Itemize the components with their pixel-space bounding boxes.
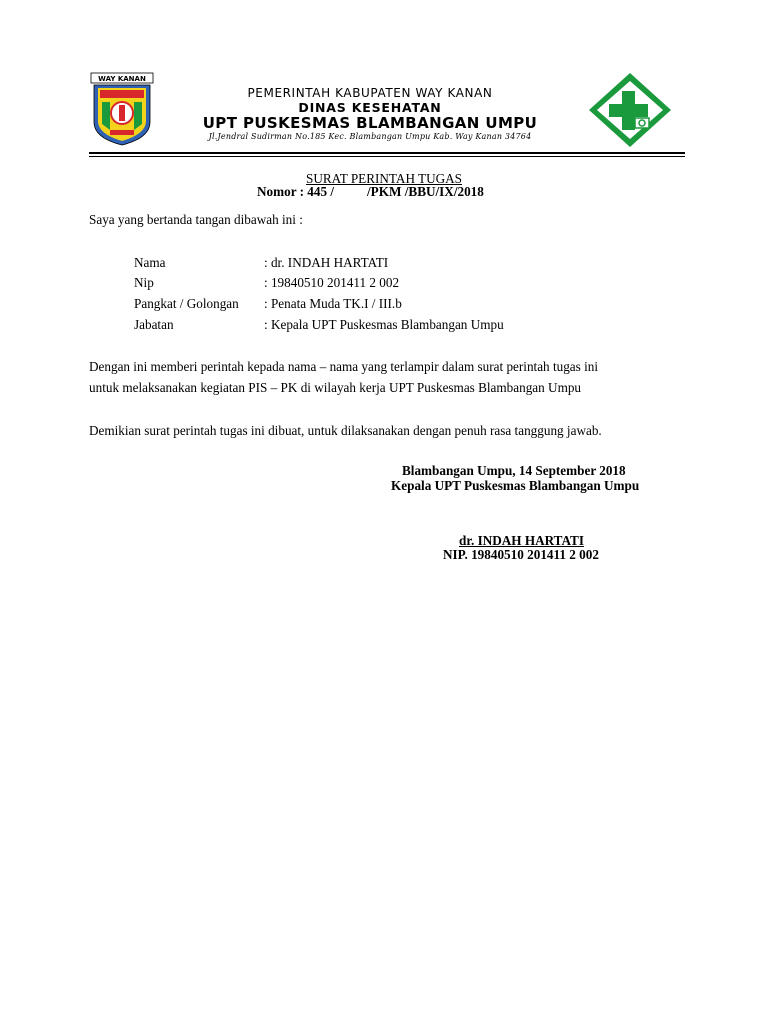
closing-paragraph: Demikian surat perintah tugas ini dibuat, untuk dilaksanakan dengan penuh rasa tanggung jawab. <box>89 423 602 438</box>
signature-name-text: dr. INDAH HARTATI <box>459 533 584 548</box>
field-label-jabatan: Jabatan <box>134 317 174 332</box>
field-value-nip: : 19840510 201411 2 002 <box>264 275 400 290</box>
field-value-nama: : dr. INDAH HARTATI <box>264 255 389 270</box>
field-value-jabatan: : Kepala UPT Puskesmas Blambangan Umpu <box>264 317 504 332</box>
intro-text: Saya yang bertanda tangan dibawah ini : <box>89 212 303 227</box>
body-paragraph-line-2: untuk melaksanakan kegiatan PIS – PK di wilayah kerja UPT Puskesmas Blambangan Umpu <box>89 380 582 395</box>
crest-label: WAY KANAN <box>98 75 146 83</box>
signature-position: Kepala UPT Puskesmas Blambangan Umpu <box>391 478 640 493</box>
body-paragraph-line-1: Dengan ini memberi perintah kepada nama – nama yang terlampir dalam surat perintah tugas ini <box>89 359 599 374</box>
field-label-pangkat: Pangkat / Golongan <box>134 296 239 311</box>
field-value-pangkat: : Penata Muda TK.I / III.b <box>264 296 402 311</box>
letterhead-divider-thin <box>89 156 685 157</box>
letterhead-government: PEMERINTAH KABUPATEN WAY KANAN <box>247 86 493 100</box>
field-label-nama: Nama <box>134 255 166 270</box>
signature-nip: NIP. 19840510 201411 2 002 <box>443 547 599 562</box>
field-label-nip: Nip <box>134 275 154 290</box>
letterhead-divider-thick <box>89 152 685 154</box>
letterhead-institution: UPT PUSKESMAS BLAMBANGAN UMPU <box>202 114 538 132</box>
way-kanan-crest-logo <box>90 72 154 146</box>
letterhead-department: DINAS KESEHATAN <box>298 100 442 115</box>
document-number: Nomor : 445 / /PKM /BBU/IX/2018 <box>257 184 484 199</box>
letterhead-address: Jl.Jendral Sudirman No.185 Kec. Blambangan Umpu Kab. Way Kanan 34764 <box>208 132 532 141</box>
document-title-text: SURAT PERINTAH TUGAS <box>306 171 462 186</box>
puskesmas-logo <box>585 71 675 149</box>
signature-place-date: Blambangan Umpu, 14 September 2018 <box>402 463 626 478</box>
